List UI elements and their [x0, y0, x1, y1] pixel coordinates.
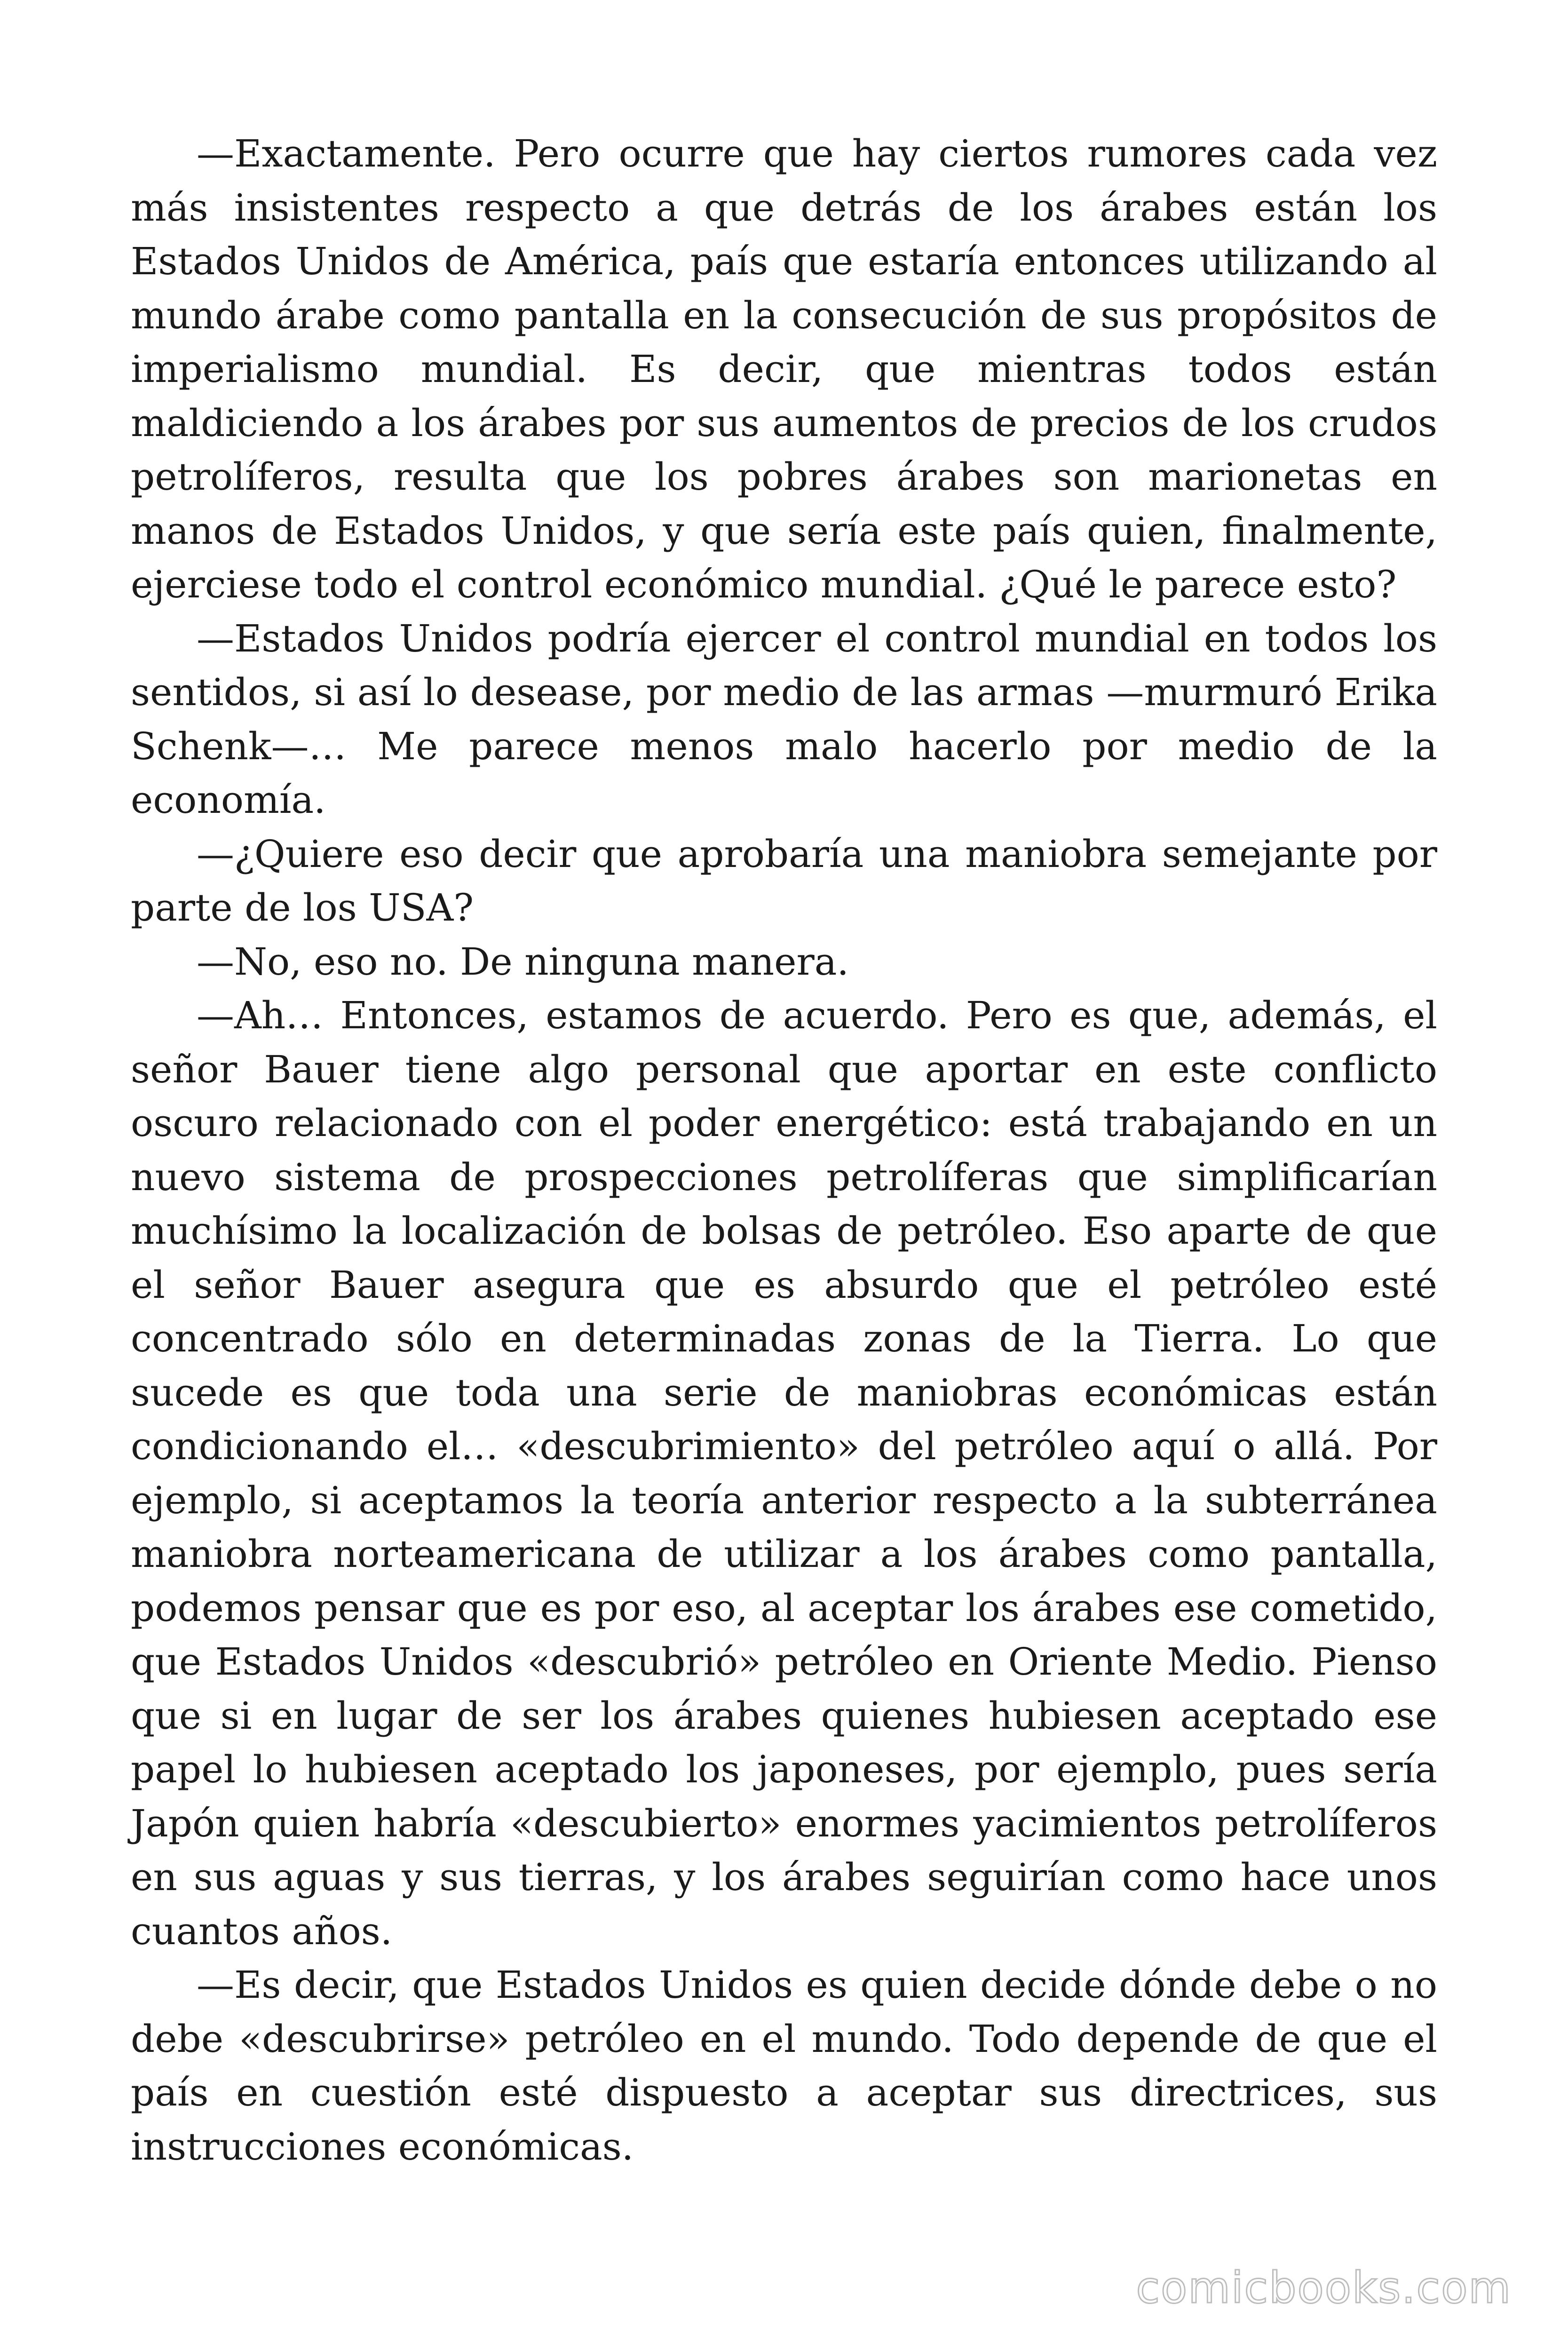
body-text: [131, 127, 1437, 2174]
paragraph: —Estados Unidos podría ejercer el control mundial en todos los sentidos, si así lo desease, por medio de las armas —murmuró Erika Schenk—… Me parece menos malo hacerlo por medio de la economía.: [131, 616, 1437, 822]
paragraph: —¿Quiere eso decir que aprobaría una maniobra semejante por parte de los USA?: [131, 832, 1437, 930]
watermark: comicbooks.com: [1136, 2263, 1512, 2313]
paragraph: —Ah… Entonces, estamos de acuerdo. Pero es que, además, el señor Bauer tiene algo personal que aportar en este conflicto oscuro relacionado con el poder energético: está trabajando en un nuevo sistema de prospecciones petrolíferas que simplificarían muchísimo la localización de bolsas de petróleo. Eso aparte de que el señor Bauer asegura que es absurdo que el petróleo esté concentrado sólo en determinadas zonas de la Tierra. Lo que sucede es que toda una serie de maniobras económicas están condicionando el… «descubrimiento» del petróleo aquí o allá. Por ejemplo, si aceptamos la teoría anterior respecto a la subterránea maniobra norteamericana de utilizar a los árabes como pantalla, podemos pensar que es por eso, al aceptar los árabes ese cometido, que Estados Unidos «descubrió» petróleo en Oriente Medio. Pienso que si en lugar de ser los árabes quienes hubiesen aceptado ese papel lo hubiesen aceptado los japoneses, por ejemplo, pues sería Japón quien habría «descubierto» enormes yacimientos petrolíferos en sus aguas y sus tierras, y los árabes seguirían como hace unos cuantos años.: [131, 993, 1437, 1953]
paragraph: —Es decir, que Estados Unidos es quien decide dónde debe o no debe «descubrirse» petróleo en el mundo. Todo depende de que el país en cuestión esté dispuesto a aceptar sus directrices, sus instrucciones económicas.: [131, 1963, 1437, 2169]
paragraph: —Exactamente. Pero ocurre que hay ciertos rumores cada vez más insistentes respecto a que detrás de los árabes están los Estados Unidos de América, país que estaría entonces utilizando al mundo árabe como pantalla en la consecución de sus propósitos de imperialismo mundial. Es decir, que mientras todos están maldiciendo a los árabes por sus aumentos de precios de los crudos petrolíferos, resulta que los pobres árabes son marionetas en manos de Estados Unidos, y que sería este país quien, finalmente, ejerciese todo el control económico mundial. ¿Qué le parece esto?: [131, 132, 1437, 606]
paragraph: —No, eso no. De ninguna manera.: [197, 939, 849, 984]
